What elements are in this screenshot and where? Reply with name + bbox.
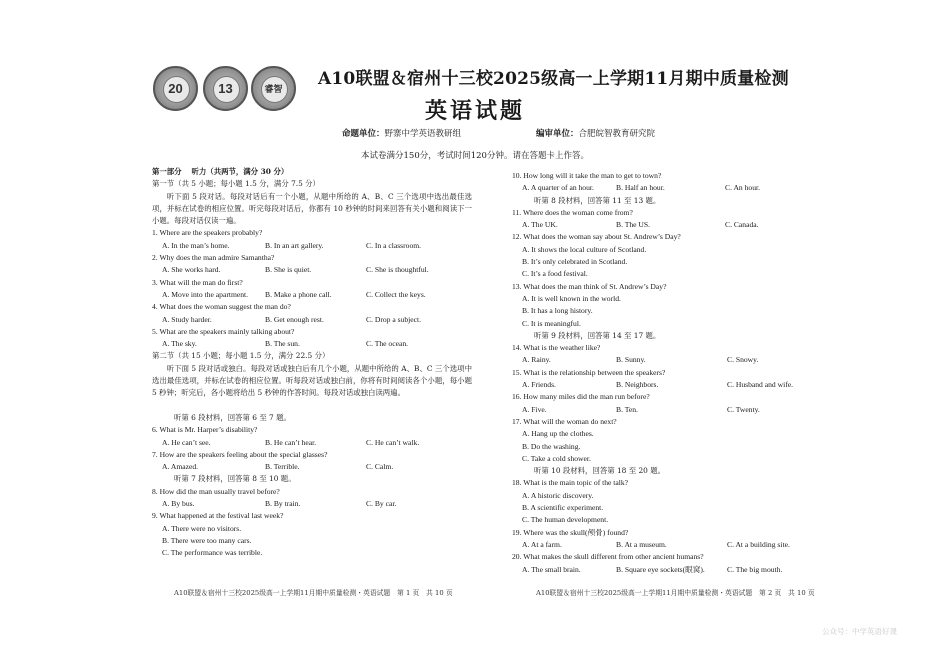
question-5-options: A. The sky. B. The sun. C. The ocean. bbox=[162, 339, 409, 349]
question-20-options: A. The small brain. B. Square eye sockets(眼窝). C. The big mouth. bbox=[522, 564, 783, 574]
proposer-unit: 命题单位：野寨中学英语教研组 bbox=[342, 129, 462, 139]
question-12-option-b: B. It’s only celebrated in Scotland. bbox=[522, 257, 628, 267]
section-1-instructions: 听下面 5 段对话。每段对话后有一个小题，从题中所给的 A、B、C 三个选项中选出最佳选项，并标在试卷的相应位置。听完每段对话后，你都有 10 秒钟的时间来回答有关小题和阅读下一小题。每段对话仅读一遍。 bbox=[152, 191, 472, 226]
question-9: 9. What happened at the festival last week? bbox=[152, 511, 284, 521]
question-12-option-c: C. It’s a food festival. bbox=[522, 269, 588, 279]
section-2-heading: 第二节（共 15 小题；每小题 1.5 分，满分 22.5 分） bbox=[152, 351, 330, 361]
question-14-options: A. Rainy. B. Sunny. C. Snowy. bbox=[522, 355, 759, 365]
question-1: 1. Where are the speakers probably? bbox=[152, 228, 263, 238]
material-6: 听第 6 段材料，回答第 6 至 7 题。 bbox=[174, 412, 291, 422]
footer-page-2: A10联盟＆宿州十三校2025级高一上学期11月期中质量检测・英语试题 第 2 页 共 10 页 bbox=[536, 589, 815, 597]
question-13-option-c: C. It is meaningful. bbox=[522, 318, 581, 328]
thirteen-schools-logo: 13 bbox=[203, 66, 248, 111]
reviewer-unit: 编审单位：合肥皖智教育研究院 bbox=[536, 129, 656, 139]
question-4: 4. What does the woman suggest the man do? bbox=[152, 302, 291, 312]
part-heading: 第一部分 听力（共两节，满分 30 分） bbox=[152, 167, 289, 176]
question-8: 8. How did the man usually travel before? bbox=[152, 486, 280, 496]
education-seal-logo: 睿智 bbox=[251, 66, 296, 111]
section-2-instructions: 听下面 5 段对话或独白。每段对话或独白后有几个小题，从题中所给的 A、B、C 三个选项中选出最佳选项，并标在试卷的相应位置。听每段对话或独白前，你将有时间阅读各个小题，每小题 5 秒钟；听完后，各小题将给出 5 秒钟的作答时间。每段对话或独白读两遍。 bbox=[152, 363, 472, 398]
question-19: 19. Where was the skull(颅骨) found? bbox=[512, 527, 629, 537]
question-10-options: A. A quarter of an hour. B. Half an hour. C. An hour. bbox=[522, 183, 761, 193]
question-3-options: A. Move into the apartment. B. Make a phone call. C. Collect the keys. bbox=[162, 289, 426, 299]
question-5: 5. What are the speakers mainly talking about? bbox=[152, 326, 295, 336]
question-10: 10. How long will it take the man to get to town? bbox=[512, 171, 662, 180]
question-14: 14. What is the weather like? bbox=[512, 343, 601, 353]
sub-title: 英语试题 bbox=[424, 98, 525, 124]
question-6-options: A. He can’t see. B. He can’t hear. C. He can’t walk. bbox=[162, 437, 420, 447]
question-13: 13. What does the man think of St. Andrew’s Day? bbox=[512, 281, 667, 291]
footer-page-1: A10联盟＆宿州十三校2025级高一上学期11月期中质量检测・英语试题 第 1 页 共 10 页 bbox=[174, 589, 453, 597]
question-17: 17. What will the woman do next? bbox=[512, 416, 617, 426]
question-13-option-b: B. It has a long history. bbox=[522, 306, 593, 316]
question-8-options: A. By bus. B. By train. C. By car. bbox=[162, 499, 397, 509]
question-17-option-a: A. Hang up the clothes. bbox=[522, 429, 594, 439]
question-6: 6. What is Mr. Harper’s disability? bbox=[152, 425, 258, 435]
question-11: 11. Where does the woman come from? bbox=[512, 207, 633, 217]
question-7: 7. How are the speakers feeling about the special glasses? bbox=[152, 449, 328, 459]
section-1-heading: 第一节（共 5 小题；每小题 1.5 分，满分 7.5 分） bbox=[152, 179, 320, 189]
question-17-option-b: B. Do the washing. bbox=[522, 441, 581, 451]
material-8: 听第 8 段材料，回答第 11 至 13 题。 bbox=[534, 195, 661, 205]
question-20: 20. What makes the skull different from other ancient humans? bbox=[512, 552, 704, 562]
question-16: 16. How many miles did the man run before? bbox=[512, 392, 650, 402]
question-17-option-c: C. Take a cold shower. bbox=[522, 453, 591, 463]
material-10: 听第 10 段材料，回答第 18 至 20 题。 bbox=[534, 466, 665, 476]
question-15: 15. What is the relationship between the speakers? bbox=[512, 367, 666, 377]
question-18-option-b: B. A scientific experiment. bbox=[522, 503, 604, 513]
watermark: 公众号：中学英语好课 bbox=[822, 627, 897, 636]
question-18-option-a: A. A historic discovery. bbox=[522, 490, 594, 500]
question-7-options: A. Amazed. B. Terrible. C. Calm. bbox=[162, 462, 394, 472]
question-4-options: A. Study harder. B. Get enough rest. C. Drop a subject. bbox=[162, 314, 422, 324]
question-9-option-b: B. There were too many cars. bbox=[162, 535, 252, 545]
right-column bbox=[512, 170, 832, 576]
question-1-options: A. In the man’s home. B. In an art gallery. C. In a classroom. bbox=[162, 240, 422, 250]
question-15-options: A. Friends. B. Neighbors. C. Husband and wife. bbox=[522, 380, 794, 390]
question-18: 18. What is the main topic of the talk? bbox=[512, 478, 629, 488]
question-19-options: A. At a farm. B. At a museum. C. At a building site. bbox=[522, 539, 790, 549]
left-column bbox=[152, 166, 472, 560]
exam-note: 本试卷满分150分，考试时间120分钟。请在答题卡上作答。 bbox=[361, 151, 589, 161]
question-16-options: A. Five. B. Ten. C. Twenty. bbox=[522, 404, 760, 414]
question-9-option-c: C. The performance was terrible. bbox=[162, 548, 263, 558]
question-11-options: A. The UK. B. The US. C. Canada. bbox=[522, 220, 759, 230]
question-18-option-c: C. The human development. bbox=[522, 515, 609, 525]
material-7: 听第 7 段材料，回答第 8 至 10 题。 bbox=[174, 474, 296, 484]
material-9: 听第 9 段材料，回答第 14 至 17 题。 bbox=[534, 330, 661, 340]
question-12-option-a: A. It shows the local culture of Scotland. bbox=[522, 244, 647, 254]
question-12: 12. What does the woman say about St. Andrew’s Day? bbox=[512, 232, 681, 242]
question-13-option-a: A. It is well known in the world. bbox=[522, 293, 621, 303]
question-2-options: A. She works hard. B. She is quiet. C. She is thoughtful. bbox=[162, 265, 429, 275]
question-3: 3. What will the man do first? bbox=[152, 277, 243, 287]
main-title: A10联盟＆宿州十三校2025级高一上学期11月期中质量检测 bbox=[318, 69, 789, 89]
question-2: 2. Why does the man admire Samantha? bbox=[152, 253, 275, 263]
question-9-option-a: A. There were no visitors. bbox=[162, 523, 242, 533]
school-seal-logo: 20 bbox=[153, 66, 198, 111]
